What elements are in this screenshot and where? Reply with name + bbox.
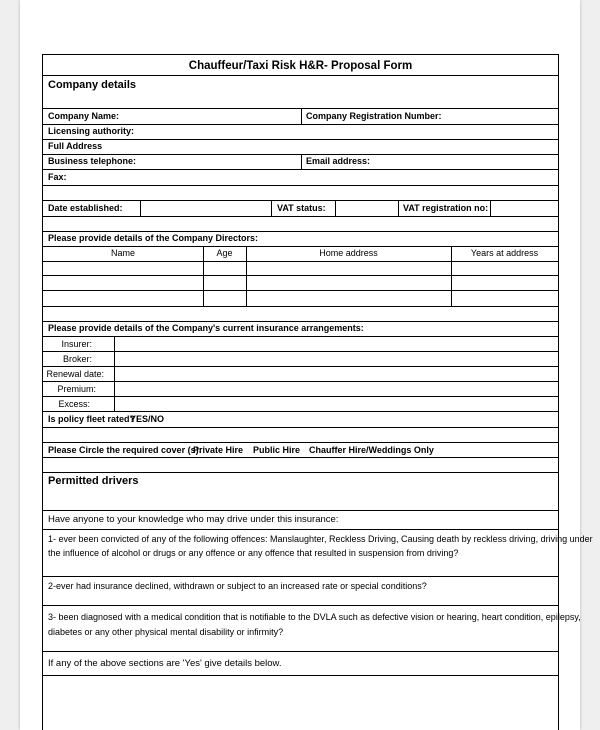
details-prompt: If any of the above sections are 'Yes' give details below. [48,658,282,669]
item1-line2: the influence of alcohol or drugs or any offence or any offence that resulted in suspension from driving? [48,548,459,558]
col-years-header: Years at address [470,248,539,258]
col-home-address-header: Home address [319,248,378,258]
item3-line2: diabetes or any other physical mental disability or infirmity? [48,627,284,637]
company-name-label: Company Name: [48,111,120,121]
fleet-question: Is policy fleet rated? [48,414,136,424]
broker-label: Broker: [62,354,92,364]
proposal-form [42,54,593,730]
email-address-label: Email address: [306,156,371,166]
item3-line1: 3- been diagnosed with a medical condition that is notifiable to the DVLA such as defective vision or hearing, heart condition, epilepsy, [48,612,581,622]
cover-public-hire[interactable]: Public Hire [253,445,301,455]
fleet-options[interactable]: YES/NO [130,414,165,424]
business-telephone-label: Business telephone: [48,156,137,166]
item1-line1: 1- ever been convicted of any of the following offences: Manslaughter, Reckless Driving, Causing death by reckless driving, driving under [48,534,593,544]
vat-registration-label: VAT registration no: [403,203,489,213]
drivers-question: Have anyone to your knowledge who may drive under this insurance: [48,514,339,525]
directors-prompt: Please provide details of the Company Directors: [48,233,259,243]
registration-number-label: Company Registration Number: [306,111,442,121]
licensing-authority-label: Licensing authority: [48,126,135,136]
insurer-label: Insurer: [61,339,92,349]
vat-status-label: VAT status: [277,203,326,213]
renewal-date-label: Renewal date: [46,369,104,379]
permitted-drivers-heading: Permitted drivers [48,475,139,487]
excess-label: Excess: [58,399,90,409]
col-age-header: Age [216,248,233,258]
item2-text: 2-ever had insurance declined, withdrawn or subject to an increased rate or special conditions? [48,581,427,591]
col-name-header: Name [110,248,135,258]
cover-prompt: Please Circle the required cover (s): [48,445,202,455]
fax-label: Fax: [48,172,67,182]
date-established-label: Date established: [48,203,123,213]
cover-chauffer-hire[interactable]: Chauffer Hire/Weddings Only [309,445,434,455]
insurance-prompt: Please provide details of the Company's current insurance arrangements: [48,323,364,333]
form-title: Chauffeur/Taxi Risk H&R- Proposal Form [188,60,413,72]
company-details-heading: Company details [48,79,137,91]
full-address-label: Full Address [48,141,103,151]
premium-label: Premium: [57,384,96,394]
cover-private-hire[interactable]: Private Hire [193,445,244,455]
